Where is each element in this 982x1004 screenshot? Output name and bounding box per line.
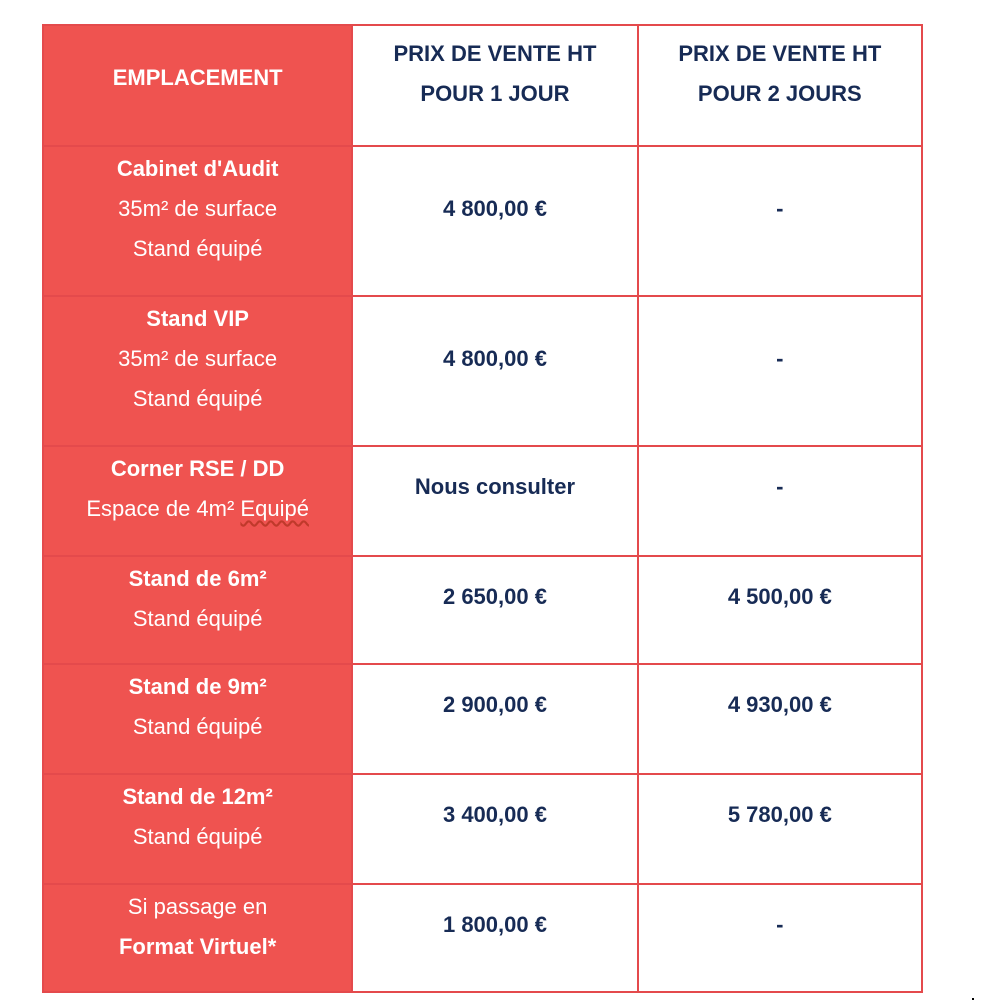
table-row-format-virtuel xyxy=(44,885,923,993)
header-price-2-days-line2: POUR 2 JOURS xyxy=(697,81,862,106)
location-intro: Si passage en xyxy=(127,894,268,919)
location-equipment: Stand équipé xyxy=(132,824,263,849)
price-2-days-value: - xyxy=(776,474,784,499)
price-2-days-value: 4 930,00 € xyxy=(727,692,832,717)
location-surface: 35m² de surface xyxy=(118,196,278,221)
location-title: Cabinet d'Audit xyxy=(116,156,279,181)
header-emplacement-label: EMPLACEMENT xyxy=(112,65,283,90)
price-1-day-value: 1 800,00 € xyxy=(442,912,547,937)
price-2-days-cell xyxy=(639,885,923,991)
location-cell xyxy=(44,885,353,991)
price-1-day-value: 2 650,00 € xyxy=(442,584,547,609)
price-1-day-cell xyxy=(353,297,638,445)
location-title: Format Virtuel* xyxy=(118,934,277,959)
location-description-text: Espace de 4m² xyxy=(86,496,241,521)
location-surface: 35m² de surface xyxy=(118,346,278,371)
table-row-cabinet-audit xyxy=(44,147,923,297)
price-2-days-cell xyxy=(639,665,923,773)
price-1-day-value: 3 400,00 € xyxy=(442,802,547,827)
price-1-day-value: 2 900,00 € xyxy=(442,692,547,717)
location-equipment: Stand équipé xyxy=(132,606,263,631)
price-2-days-cell xyxy=(639,297,923,445)
table-row-stand-6m2 xyxy=(44,557,923,665)
location-description xyxy=(86,489,309,529)
price-1-day-cell xyxy=(353,885,638,991)
price-1-day-cell xyxy=(353,557,638,663)
price-1-day-cell xyxy=(353,447,638,555)
location-title: Stand VIP xyxy=(146,306,249,331)
header-price-2-days-line1: PRIX DE VENTE HT xyxy=(678,41,882,66)
header-emplacement xyxy=(44,26,353,145)
price-1-day-value: 4 800,00 € xyxy=(442,196,547,221)
location-cell xyxy=(44,297,353,445)
table-row-stand-12m2 xyxy=(44,775,923,885)
header-price-2-days xyxy=(639,26,923,145)
price-2-days-cell xyxy=(639,557,923,663)
price-1-day-value: 4 800,00 € xyxy=(442,346,547,371)
price-2-days-value: 5 780,00 € xyxy=(727,802,832,827)
table-row-stand-9m2 xyxy=(44,665,923,775)
table-row-corner-rse xyxy=(44,447,923,557)
location-cell xyxy=(44,447,353,555)
price-2-days-cell xyxy=(639,447,923,555)
location-cell xyxy=(44,557,353,663)
spellcheck-underlined-word: Equipé xyxy=(240,496,309,521)
price-1-day-value: Nous consulter xyxy=(414,474,576,499)
price-1-day-cell xyxy=(353,147,638,295)
price-2-days-value: - xyxy=(776,346,784,371)
header-price-1-day-line1: PRIX DE VENTE HT xyxy=(393,41,597,66)
price-2-days-value: - xyxy=(776,912,784,937)
location-cell xyxy=(44,775,353,883)
price-1-day-cell xyxy=(353,775,638,883)
location-title: Corner RSE / DD xyxy=(110,456,285,481)
table-row-stand-vip xyxy=(44,297,923,447)
location-title: Stand de 6m² xyxy=(128,566,267,591)
location-cell xyxy=(44,665,353,773)
location-title: Stand de 12m² xyxy=(122,784,273,809)
location-equipment: Stand équipé xyxy=(132,236,263,261)
price-2-days-value: - xyxy=(776,196,784,221)
location-equipment: Stand équipé xyxy=(132,386,263,411)
location-cell xyxy=(44,147,353,295)
location-equipment: Stand équipé xyxy=(132,714,263,739)
price-2-days-cell xyxy=(639,775,923,883)
price-1-day-cell xyxy=(353,665,638,773)
location-title: Stand de 9m² xyxy=(128,674,267,699)
header-price-1-day xyxy=(353,26,638,145)
stray-dot xyxy=(972,998,974,1000)
pricing-table xyxy=(42,24,923,993)
price-2-days-cell xyxy=(639,147,923,295)
table-header-row xyxy=(44,26,923,147)
header-price-1-day-line2: POUR 1 JOUR xyxy=(420,81,570,106)
price-2-days-value: 4 500,00 € xyxy=(727,584,832,609)
